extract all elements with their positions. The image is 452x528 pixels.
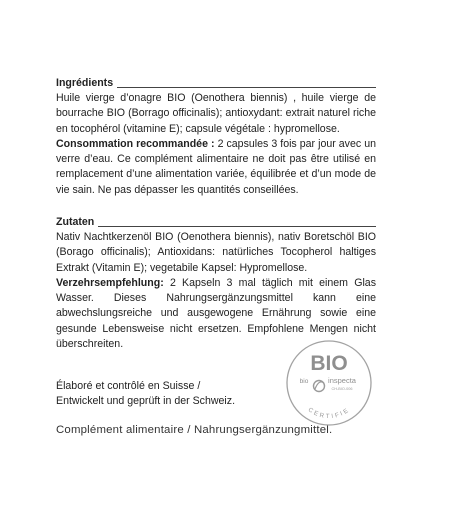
dosage-fr-label: Consommation recommandée : (56, 137, 215, 150)
heading-divider (98, 226, 376, 227)
bio-inspecta-certification-seal (284, 338, 374, 428)
dosage-de-text: 2 Kapseln 3 mal täglich mit einem Glas Wasser. Dieses Nahrungsergänzungsmittel kann eine abwechslungsreiche und ausgewogene Ernährung sowie eine gesunde Lebensweise nicht ersetzen. Empfohlene Mengen nicht überschreiten. (56, 276, 376, 351)
origin-statement (56, 379, 276, 410)
origin-line-fr: Élaboré et contrôlé en Suisse / (56, 380, 201, 392)
seal-certifie-text: CERTIFIE (306, 406, 352, 421)
ingredients-fr-heading: Ingrédients (56, 76, 114, 89)
ingredients-fr-section (56, 76, 376, 198)
dosage-de-label: Verzehrsempfehlung: (56, 276, 164, 289)
seal-bio-text: BIO (310, 352, 348, 375)
ingredients-fr-text: Huile vierge d’onagre BIO (Oenothera biennis) , huile vierge de bourrache BIO (Borrago officinalis); antioxydant: extrait naturel riche en tocophérol (vitamine E); capsule végétale : hypromellose. (56, 92, 376, 135)
ingredients-de-section (56, 215, 376, 352)
dosage-fr-paragraph (56, 137, 376, 198)
ingredients-de-heading: Zutaten (56, 215, 95, 228)
seal-inspecta-text: inspecta (328, 376, 356, 385)
ingredients-fr-heading-row (56, 76, 376, 91)
product-category-footer: Complément alimentaire / Nahrungsergänzungmittel. (56, 424, 333, 436)
dosage-fr-text: 2 capsules 3 fois par jour avec un verre d’eau. Ce complément alimentaire ne doit pas être utilisé en remplacement d’une alimentation variée, équilibrée et d’un mode de vie sain. Ne pas dépasser les quantités conseillées. (56, 137, 376, 196)
heading-divider (117, 87, 376, 88)
seal-code-text: CH-BIO-006 (331, 387, 353, 391)
ingredients-de-heading-row (56, 215, 376, 230)
ingredients-de-text: Nativ Nachtkerzenöl BIO (Oenothera biennis), nativ Boretschöl BIO (Borago officinalis); Antioxidans: natürliches Tocopherol haltiges Extrakt (Vitamin E); vegetabile Kapsel: Hypromellose. (56, 231, 376, 274)
seal-bio-small-text: bio (299, 378, 309, 385)
origin-line-de: Entwickelt und geprüft in der Schweiz. (56, 395, 236, 408)
